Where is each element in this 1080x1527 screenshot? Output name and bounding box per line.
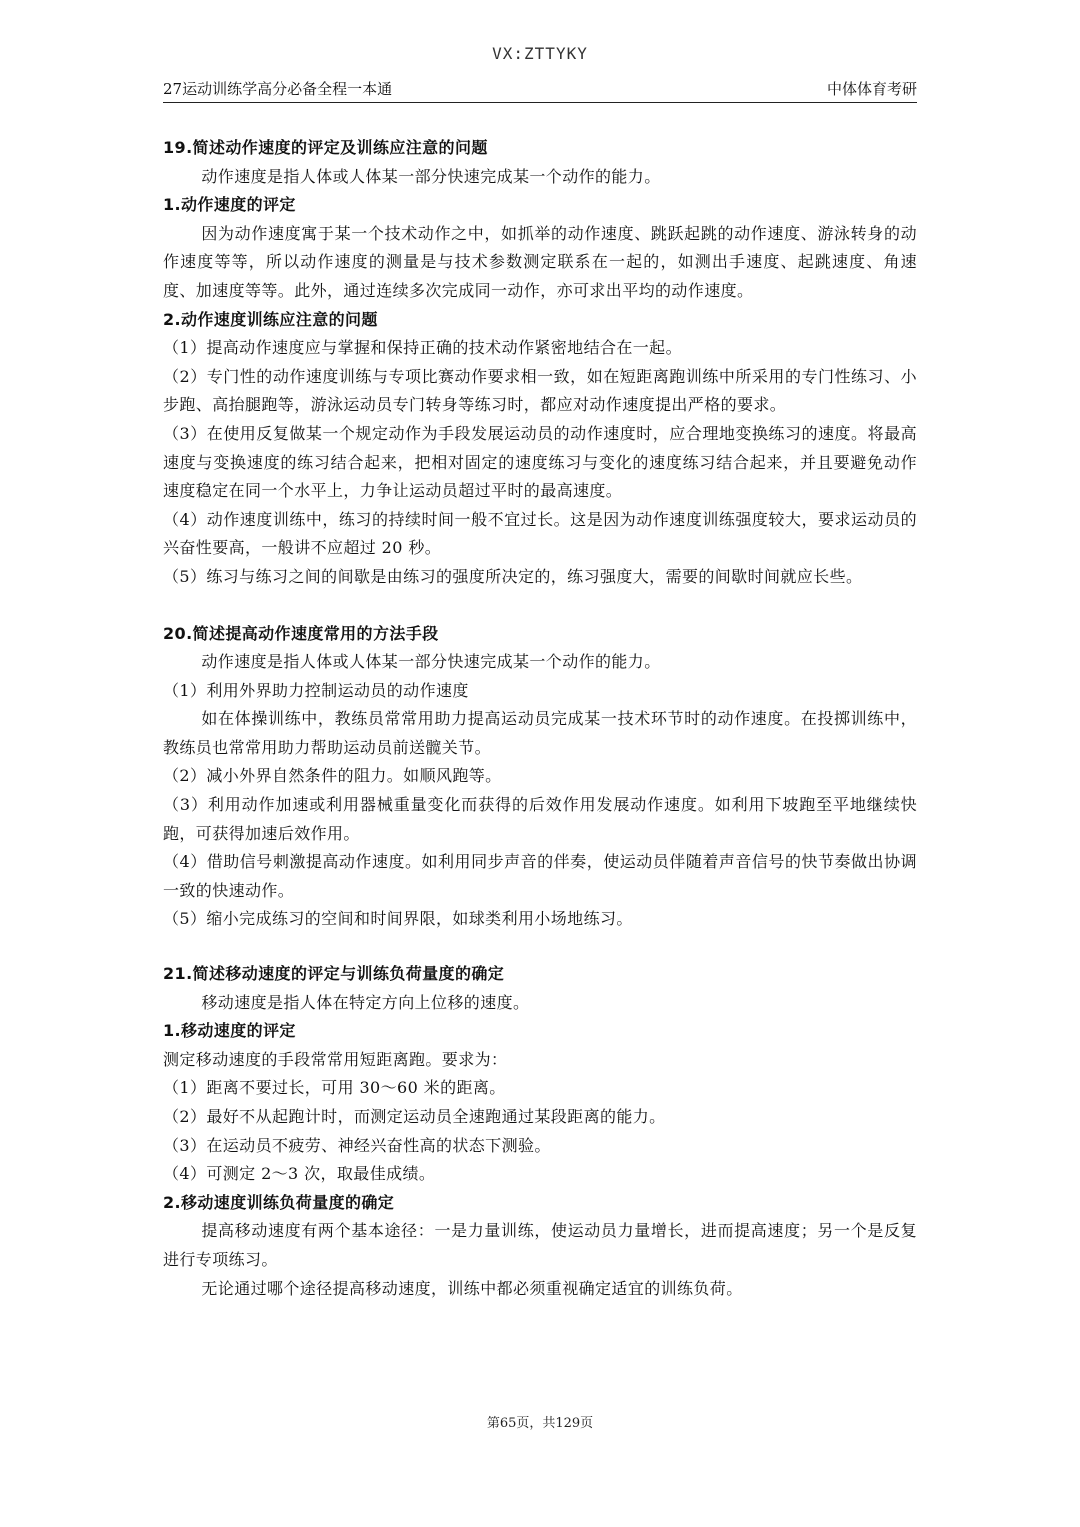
list-item: （1）利用外界助力控制运动员的动作速度	[163, 680, 469, 700]
list-item: （4）可测定 2～3 次，取最佳成绩。	[163, 1164, 436, 1184]
page-body	[163, 134, 917, 1303]
list-item: （3）在运动员不疲劳、神经兴奋性高的状态下测验。	[163, 1135, 551, 1155]
book-title: 27运动训练学高分必备全程一本通	[163, 80, 393, 98]
list-item: （3）利用动作加速或利用器械重量变化而获得的后效作用发展动作速度。如利用下坡跑至平地继续快跑，可获得加速后效作用。	[163, 795, 917, 843]
question-19-intro: 动作速度是指人体或人体某一部分快速完成某一个动作的能力。	[201, 166, 661, 186]
list-item: （4）借助信号刺激提高动作速度。如利用同步声音的伴奏，使运动员伴随着声音信号的快节奏做出协调一致的快速动作。	[163, 852, 917, 900]
question-21-subheading-2: 2.移动速度训练负荷量度的确定	[163, 1192, 395, 1212]
watermark-text: VX:ZTTYKY	[492, 44, 588, 63]
list-item: （4）动作速度训练中，练习的持续时间一般不宜过长。这是因为动作速度训练强度较大，要求运动员的兴奋性要高，一般讲不应超过 20 秒。	[163, 509, 917, 558]
section-spacer	[163, 934, 917, 960]
question-21-paragraph: 提高移动速度有两个基本途径：一是力量训练，使运动员力量增长，进而提高速度；另一个是反复进行专项练习。	[163, 1221, 917, 1269]
list-item: （1）提高动作速度应与掌握和保持正确的技术动作紧密地结合在一起。	[163, 338, 682, 358]
list-item: （1）距离不要过长，可用 30～60 米的距离。	[163, 1078, 506, 1098]
list-item: （2）最好不从起跑计时，而测定运动员全速跑通过某段距离的能力。	[163, 1107, 666, 1126]
list-item: （2）减小外界自然条件的阻力。如顺风跑等。	[163, 766, 502, 786]
question-21-title: 21.简述移动速度的评定与训练负荷量度的确定	[163, 964, 505, 984]
list-item: （5）缩小完成练习的空间和时间界限，如球类利用小场地练习。	[163, 909, 633, 929]
question-21-paragraph: 无论通过哪个途径提高移动速度，训练中都必须重视确定适宜的训练负荷。	[201, 1278, 743, 1298]
question-19-subheading-2: 2.动作速度训练应注意的问题	[163, 309, 378, 329]
question-19-subheading-1: 1.动作速度的评定	[163, 195, 296, 215]
question-21-subheading-1: 1.移动速度的评定	[163, 1021, 296, 1041]
publisher-name: 中体体育考研	[826, 80, 917, 98]
list-item: （3）在使用反复做某一个规定动作为手段发展运动员的动作速度时，应合理地变换练习的速度。将最高速度与变换速度的练习结合起来，把相对固定的速度练习与变化的速度练习结合起来，并且要避免动作速度稳定在同一个水平上，力争让运动员超过平时的最高速度。	[163, 423, 917, 501]
question-21-lead-text: 测定移动速度的手段常常用短距离跑。要求为：	[163, 1049, 508, 1069]
question-20-title: 20.简述提高动作速度常用的方法手段	[163, 623, 439, 643]
list-item-detail: 如在体操训练中，教练员常常用助力提高运动员完成某一技术环节时的动作速度。在投掷训练中，教练员也常常用助力帮助运动员前送髋关节。	[163, 709, 917, 757]
question-20-intro: 动作速度是指人体或人体某一部分快速完成某一个动作的能力。	[201, 652, 661, 672]
list-item: （2）专门性的动作速度训练与专项比赛动作要求相一致，如在短距离跑训练中所采用的专门性练习、小步跑、高抬腿跑等，游泳运动员专门转身等练习时，都应对动作速度提出严格的要求。	[163, 366, 917, 415]
running-header	[163, 78, 917, 103]
page-number: 第65页，共129页	[486, 1416, 594, 1431]
section-spacer	[163, 592, 917, 620]
question-19-title: 19.简述动作速度的评定及训练应注意的问题	[163, 138, 488, 157]
question-19-evaluation-text: 因为动作速度寓于某一个技术动作之中，如抓举的动作速度、跳跃起跳的动作速度、游泳转身的动作速度等等，所以动作速度的测量是与技术参数测定联系在一起的，如测出手速度、起跳速度、角速度、加速度等等。此外，通过连续多次完成同一动作，亦可求出平均的动作速度。	[163, 223, 917, 300]
list-item: （5）练习与练习之间的间歇是由练习的强度所决定的，练习强度大，需要的间歇时间就应长些。	[163, 566, 863, 586]
question-21-intro: 移动速度是指人体在特定方向上位移的速度。	[201, 992, 530, 1012]
